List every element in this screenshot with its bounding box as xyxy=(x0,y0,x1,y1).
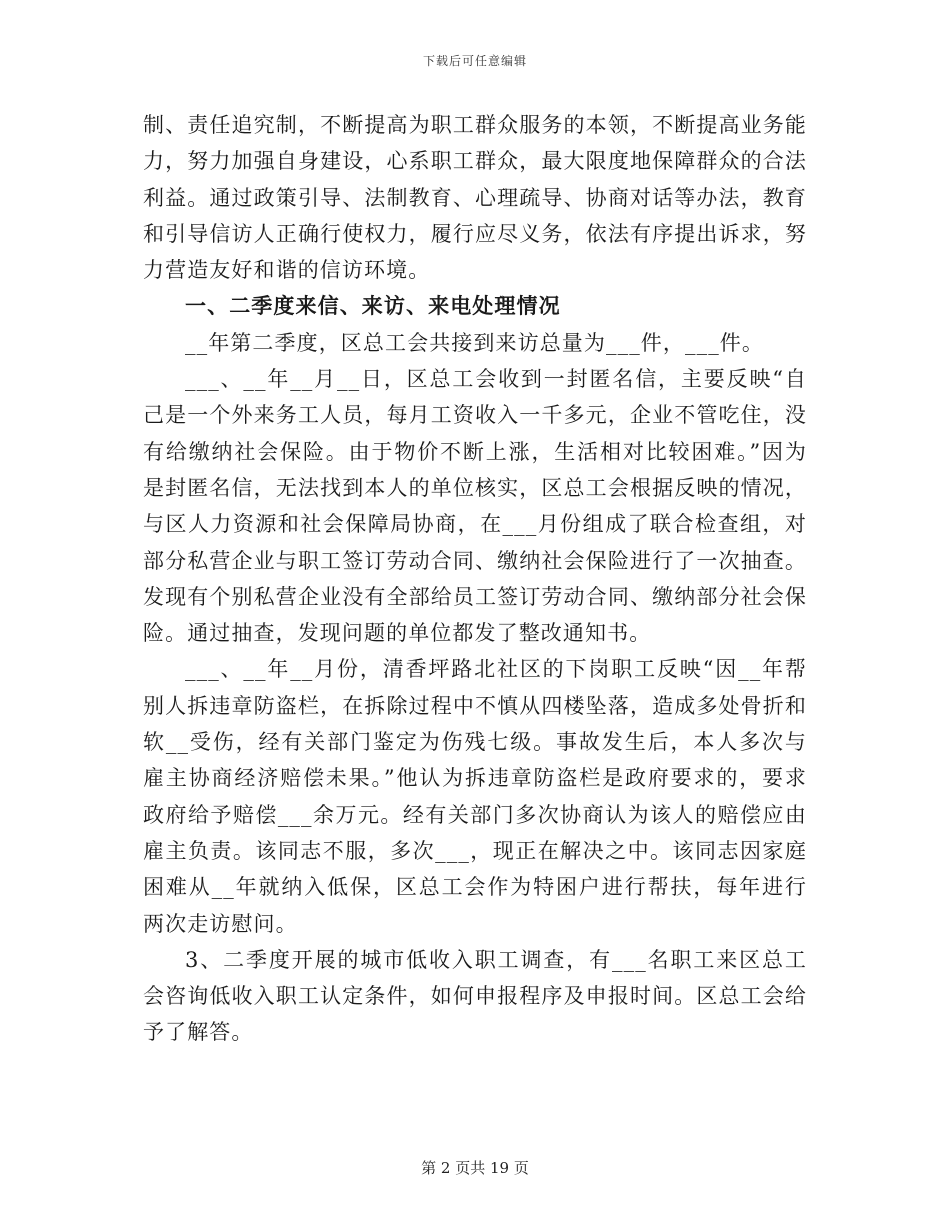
body-paragraph-case-1: ___、__年__月__日，区总工会收到一封匿名信，主要反映“自己是一个外来务工人员，每月工资收入一千多元，企业不管吃住，没有给缴纳社会保险。由于物价不断上涨，生活相对比较困难。”因为是封匿名信，无法找到本人的单位核实，区总工会根据反映的情况，与区人力资源和社会保障局协商，在___月份组成了联合检查组，对部分私营企业与职工签订劳动合同、缴纳社会保险进行了一次抽查。发现有个别私营企业没有全部给员工签订劳动合同、缴纳部分社会保险。通过抽查，发现问题的单位都发了整改通知书。 xyxy=(143,367,807,646)
page-footer: 第 2 页共 19 页 xyxy=(421,1159,529,1177)
body-paragraph-case-3: 3、二季度开展的城市低收入职工调查，有___名职工来区总工会咨询低收入职工认定条件，如何申报程序及申报时间。区总工会给予了解答。 xyxy=(143,947,807,1045)
document-body xyxy=(143,107,807,1051)
page-header: 下载后可任意编辑 xyxy=(422,54,527,68)
body-paragraph-case-2: ___、__年__月份，清香坪路北社区的下岗职工反映“因__年帮别人拆违章防盗栏，在拆除过程中不慎从四楼坠落，造成多处骨折和软__受伤，经有关部门鉴定为伤残七级。事故发生后，本人多次与雇主协商经济赔偿未果。”他认为拆违章防盗栏是政府要求的，要求政府给予赔偿___余万元。经有关部门多次协商认为该人的赔偿应由雇主负责。该同志不服，多次___，现正在解决之中。该同志因家庭困难从__年就纳入低保，区总工会作为特困户进行帮扶，每年进行两次走访慰问。 xyxy=(143,657,807,936)
section-heading: 一、二季度来信、来访、来电处理情况 xyxy=(185,293,561,319)
body-paragraph-summary: __年第二季度，区总工会共接到来访总量为___件，___件。 xyxy=(185,330,764,355)
body-paragraph-continuation: 制、责任追究制，不断提高为职工群众服务的本领，不断提高业务能力，努力加强自身建设，心系职工群众，最大限度地保障群众的合法利益。通过政策引导、法制教育、心理疏导、协商对话等办法，教育和引导信访人正确行使权力，履行应尽义务，依法有序提出诉求，努力营造友好和谐的信访环境。 xyxy=(143,113,807,283)
